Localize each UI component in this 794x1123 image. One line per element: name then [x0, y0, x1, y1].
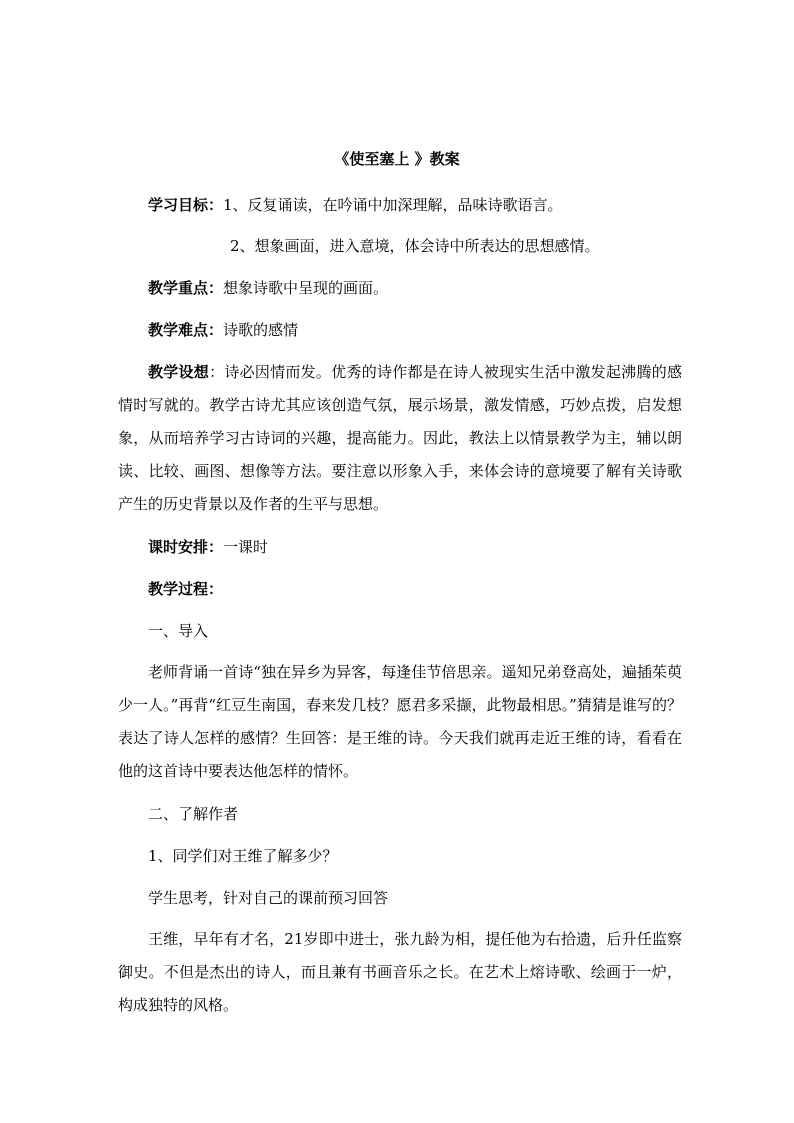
process-label: 教学过程： — [148, 580, 224, 598]
objectives-line-1 — [148, 193, 563, 217]
section2-question: 1、同学们对王维了解多少？ — [148, 847, 338, 865]
document-title: 《使至塞上 》教案 — [334, 150, 460, 168]
section2-activity: 学生思考，针对自己的课前预习回答 — [148, 889, 389, 907]
objective-2: 2、想象画面，进入意境，体会诗中所表达的思想感情。 — [230, 237, 600, 255]
objective-1: 1、反复诵读，在吟诵中加深理解，品味诗歌语言。 — [223, 196, 563, 214]
difficulty-line — [148, 318, 298, 342]
section2-heading: 二、了解作者 — [148, 805, 239, 823]
difficulty-text: 诗歌的感情 — [223, 321, 299, 339]
schedule-label: 课时安排： — [148, 538, 224, 556]
key-point-label: 教学重点： — [148, 279, 224, 297]
key-point-text: 想象诗歌中呈现的画面。 — [223, 279, 389, 297]
key-point-line — [148, 276, 388, 300]
section2-paragraph: 王维，早年有才名，21岁即中进士，张九龄为相，提任他为右拾遗，后升任监察御史。不但是杰出的诗人，而且兼有书画音乐之长。在艺术上熔诗歌、绘画于一炉，构成独特的风格。 — [118, 930, 682, 1014]
section1-paragraph: 老师背诵一首诗“独在异乡为异客，每逢佳节倍思亲。遥知兄弟登高处，遍插茱萸少一人。”再背“红豆生南国，春来发几枝？愿君多采撷，此物最相思。”猜猜是谁写的？表达了诗人怎样的感情？生回答：是王维的诗。今天我们就再走近王维的诗，看看在他的这首诗中要表达他怎样的情怀。 — [118, 663, 682, 780]
schedule-line — [148, 535, 268, 559]
difficulty-label: 教学难点： — [148, 321, 224, 339]
design-label: 教学设想 — [148, 363, 210, 381]
design-text: ：诗必因情而发。优秀的诗作都是在诗人被现实生活中激发起沸腾的感情时写就的。教学古诗尤其应该创造气氛，展示场景，激发情感，巧妙点拨，启发想象，从而培养学习古诗词的兴趣，提高能力。因此，教法上以情景教学为主，辅以朗读、比较、画图、想像等方法。要注意以形象入手，来体会诗的意境要了解有关诗歌产生的历史背景以及作者的生平与思想。 — [118, 363, 682, 513]
design-paragraph — [118, 356, 682, 521]
section1-heading: 一、导入 — [148, 622, 209, 640]
objectives-label: 学习目标： — [148, 196, 224, 214]
schedule-text: 一课时 — [223, 538, 269, 556]
